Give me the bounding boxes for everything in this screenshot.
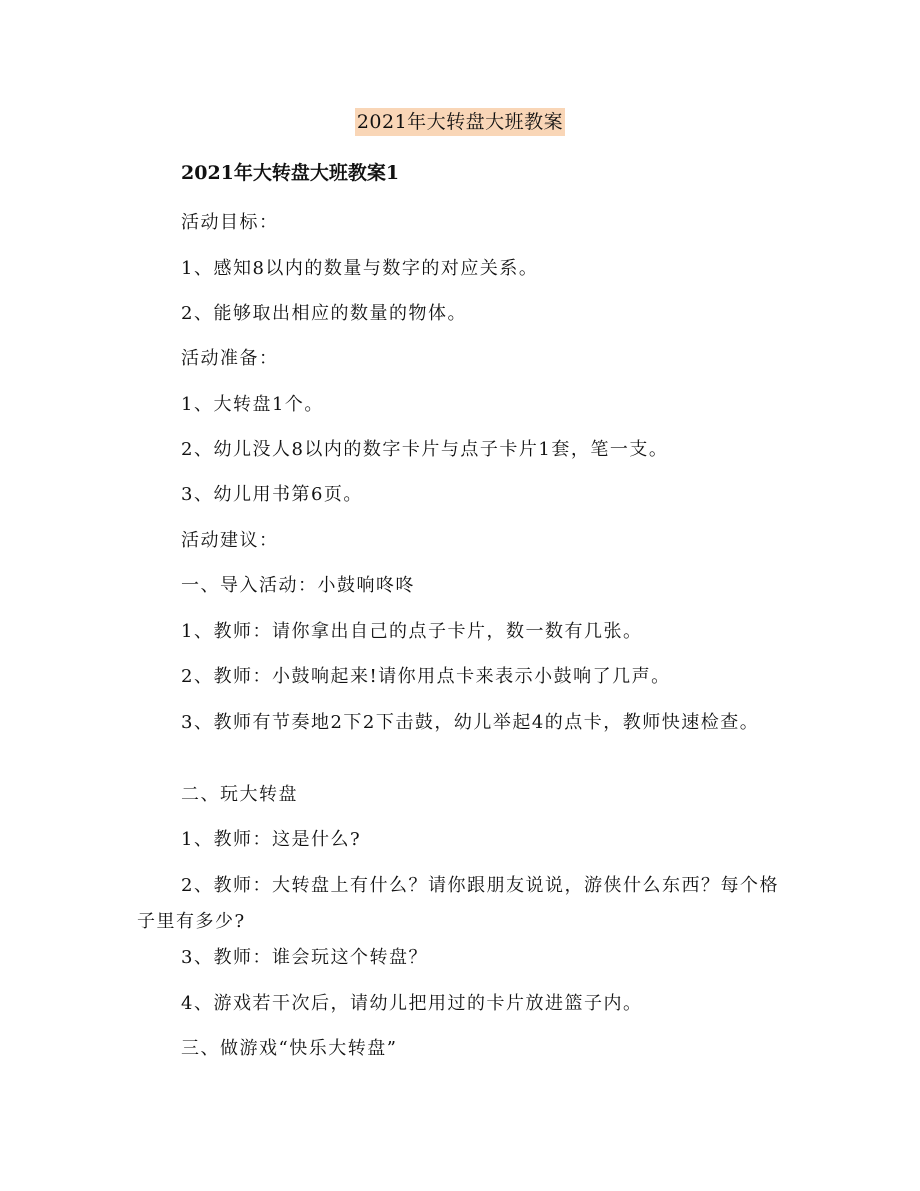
paragraph: 活动目标： — [181, 212, 279, 233]
paragraph: 3、教师有节奏地2下2下击鼓，幼儿举起4的点卡，教师快速检查。 — [181, 712, 760, 733]
paragraph: 活动建议： — [181, 530, 279, 551]
paragraph: 4、游戏若干次后，请幼儿把用过的卡片放进篮子内。 — [181, 993, 643, 1014]
paragraph: 3、教师：谁会玩这个转盘？ — [181, 947, 428, 968]
section-heading: 2021年大转盘大班教案1 — [181, 162, 400, 184]
paragraph: 1、教师：请你拿出自己的点子卡片，数一数有几张。 — [181, 621, 643, 642]
paragraph: 2、能够取出相应的数量的物体。 — [181, 303, 467, 324]
title-row — [0, 108, 920, 136]
paragraph: 2、教师：大转盘上有什么？请你跟朋友说说，游侠什么东西？每个格子里有多少? — [137, 875, 779, 932]
paragraph: 1、感知8以内的数量与数字的对应关系。 — [181, 258, 539, 279]
paragraph: 3、幼儿用书第6页。 — [181, 484, 363, 505]
paragraph: 二、玩大转盘 — [181, 784, 298, 805]
document-title: 2021年大转盘大班教案 — [355, 108, 565, 136]
paragraph: 2、教师：小鼓响起来!请你用点卡来表示小鼓响了几声。 — [181, 666, 671, 687]
paragraph: 一、导入活动：小鼓响咚咚 — [181, 575, 415, 596]
paragraph: 活动准备： — [181, 348, 279, 369]
paragraph: 三、做游戏“快乐大转盘” — [181, 1038, 398, 1059]
paragraph: 1、大转盘1个。 — [181, 394, 324, 415]
paragraph: 1、教师：这是什么? — [181, 829, 362, 850]
paragraph: 2、幼儿没人8以内的数字卡片与点子卡片1套，笔一支。 — [181, 439, 669, 460]
